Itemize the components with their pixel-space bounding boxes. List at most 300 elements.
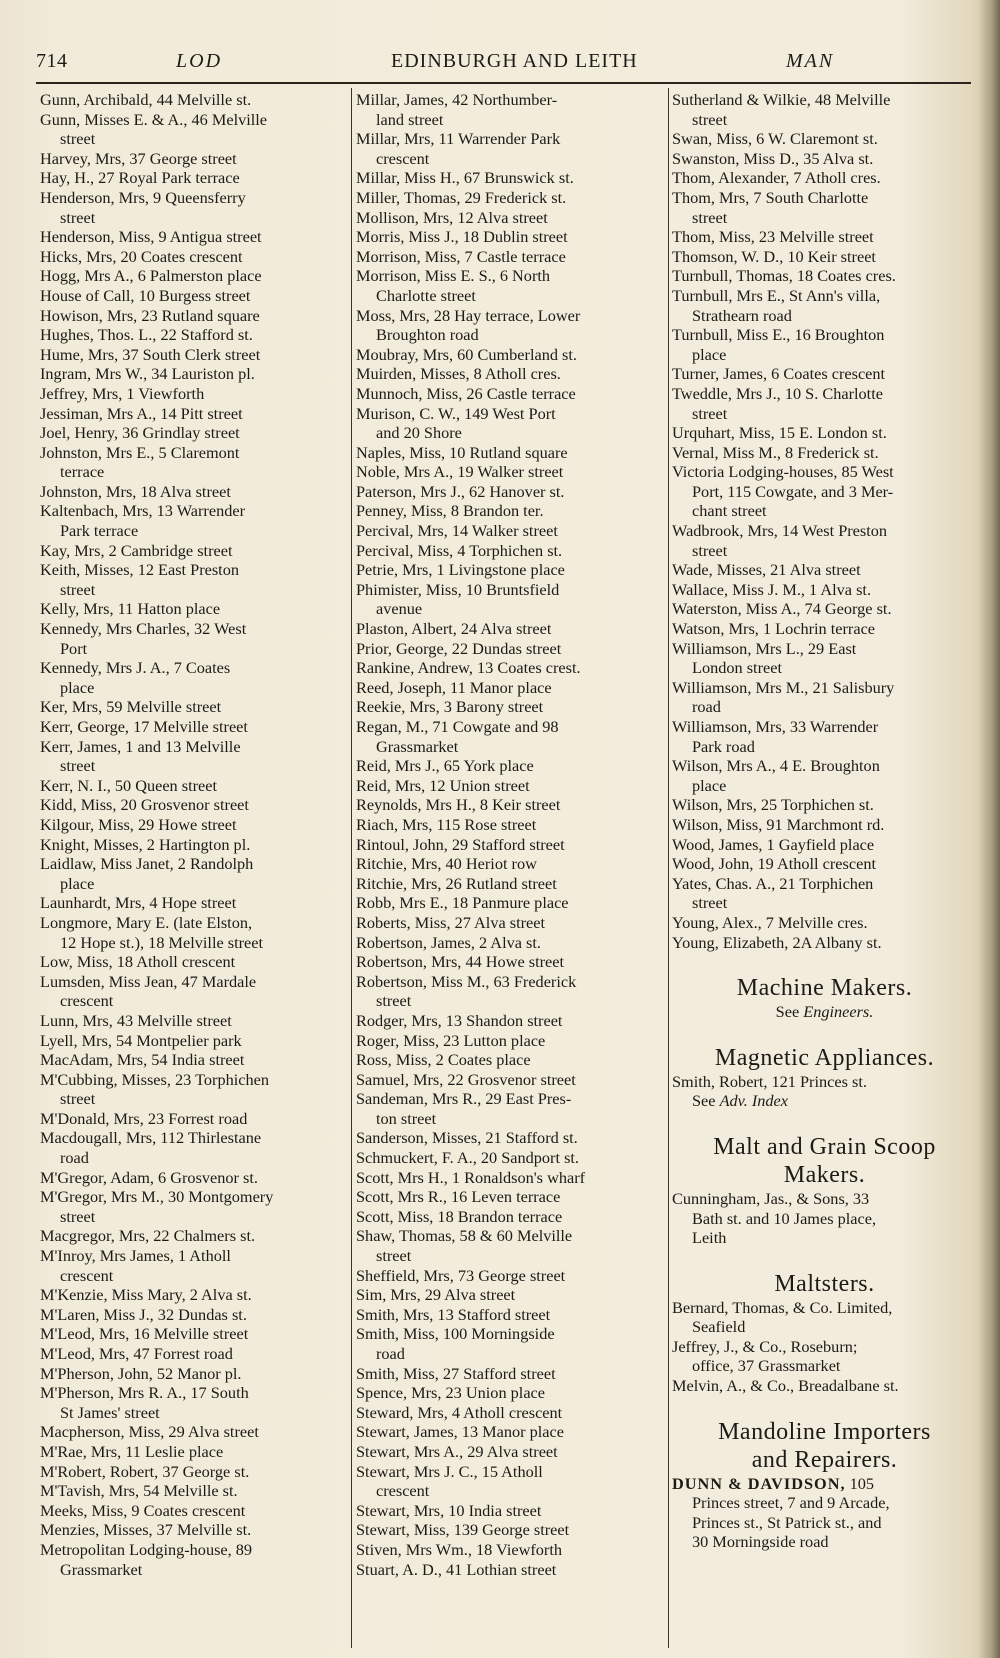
entry-continuation: street [60,1206,96,1226]
entry-continuation: crescent [60,1265,114,1285]
list-item [40,854,348,893]
entry-text: Miller, Thomas, 29 Frederick st. [356,187,567,207]
list-item [672,286,977,325]
list-item [672,619,977,639]
entry-text: Naples, Miss, 10 Rutland square [356,442,568,462]
entry-text: Stewart, Mrs, 10 India street [356,1500,542,1520]
entry-continuation: place [692,775,727,795]
list-item [672,1298,977,1337]
entry-text: M'Leod, Mrs, 47 Forrest road [40,1344,233,1363]
list-item [356,580,662,619]
entry-text: Reekie, Mrs, 3 Barony street [356,697,544,717]
list-item [40,1109,348,1129]
list-item [672,129,977,149]
section-heading-machine-makers: Machine Makers. [736,975,913,1002]
list-item [40,893,348,913]
entry-text: Sutherland & Wilkie, 48 Melville [672,90,891,109]
list-item [356,874,662,894]
entry-text: Hay, H., 27 Royal Park terrace [40,168,240,188]
entry-text: Steward, Mrs, 4 Atholl crescent [356,1402,563,1422]
entry-continuation: place [60,677,95,697]
entry-continuation: street [692,540,728,560]
list-item [356,1324,662,1363]
list-item [356,776,662,796]
list-item [40,1050,348,1070]
list-item [356,1089,662,1128]
list-item [356,913,662,933]
list-item [40,325,348,345]
left-running-head: LOD [176,50,223,72]
entry-continuation: street [692,893,728,913]
list-item [356,443,662,463]
list-item [356,482,662,502]
entry-text: Stewart, Mrs J. C., 15 Atholl [356,1461,543,1481]
entry-text: Stiven, Mrs Wm., 18 Viewforth [356,1539,562,1559]
entry-continuation: Port [60,638,88,658]
entry-text: Metropolitan Lodging-house, 89 [40,1539,253,1559]
entry-text: Turnbull, Thomas, 18 Coates cres. [672,266,896,286]
list-item [40,501,348,540]
section-heading-maltsters: Maltsters. [774,1270,875,1297]
list-item [672,717,977,756]
entry-text: Robertson, Mrs, 44 Howe street [356,952,565,972]
entry-continuation: Princes st., St Patrick st., and [692,1512,882,1532]
list-item [40,1031,348,1051]
entry-continuation: avenue [376,599,423,619]
entry-text: Stewart, James, 13 Manor place [356,1422,564,1442]
entry-text: Ritchie, Mrs, 40 Heriot row [356,854,537,874]
entry-text: Lumsden, Miss Jean, 47 Mardale [40,971,257,991]
entry-text: Kaltenbach, Mrs, 13 Warrender [40,501,245,521]
entry-continuation: 30 Morningside road [692,1532,829,1552]
entry-text: Kerr, George, 17 Melville street [40,717,248,736]
entry-continuation: street [60,579,96,599]
entry-continuation: Broughton road [376,325,479,345]
entry-text: Riach, Mrs, 115 Rose street [356,814,537,834]
list-item [40,815,348,835]
entry-text: Swanston, Miss D., 35 Alva st. [672,148,874,168]
entry-text: Bernard, Thomas, & Co. Limited, [672,1297,893,1317]
list-item [40,227,348,247]
entry-name: DUNN & DAVIDSON, [672,1473,846,1493]
list-item [356,1422,662,1442]
list-item [40,1246,348,1285]
list-item [356,1383,662,1403]
entry-text: M'Gregor, Mrs M., 30 Montgomery [40,1187,274,1207]
list-item [356,795,662,815]
entry-continuation: office, 37 Grassmarket [692,1356,841,1376]
entry-text: Hughes, Thos. L., 22 Stafford st. [40,325,253,345]
entry-continuation: street [60,1089,96,1109]
list-item [672,384,977,423]
list-item [40,795,348,815]
entry-text: Waterston, Miss A., 74 George st. [672,599,892,619]
list-item [40,364,348,384]
list-item [40,306,348,326]
entry-text: Wilson, Mrs A., 4 E. Broughton [672,756,880,776]
entry-text: Kelly, Mrs, 11 Hatton place [40,599,221,619]
entry-text: Macpherson, Miss, 29 Alva street [40,1422,259,1442]
list-item [356,678,662,698]
entry-text: 105 [849,1473,875,1493]
entry-text: Roger, Miss, 23 Lutton place [356,1030,546,1050]
entry-text: Tweddle, Mrs J., 10 S. Charlotte [672,383,883,403]
entry-text: Moubray, Mrs, 60 Cumberland st. [356,344,577,364]
list-item [672,639,977,678]
entry-text: Smith, Robert, 121 Princes st. [672,1071,867,1091]
entry-text: Percival, Miss, 4 Torphichen st. [356,540,563,560]
entry-continuation: Strathearn road [692,305,792,325]
entry-text: Kilgour, Miss, 29 Howe street [40,814,237,834]
entry-text: M'Rae, Mrs, 11 Leslie place [40,1441,224,1461]
entry-text: Watson, Mrs, 1 Lochrin terrace [672,619,876,639]
entry-text: Sandeman, Mrs R., 29 East Pres- [356,1089,572,1109]
list-item [40,913,348,952]
entry-text: Shaw, Thomas, 58 & 60 Melville [356,1226,573,1246]
entry-text: Wallace, Miss J. M., 1 Alva st. [672,579,872,599]
entry-continuation [672,1091,977,1111]
list-item [356,501,662,521]
entry-text: Wood, John, 19 Atholl crescent [672,854,876,874]
entry-text: Thom, Miss, 23 Melville street [672,227,874,247]
entry-continuation: crescent [376,148,430,168]
page-title: EDINBURGH AND LEITH [391,50,638,72]
entry-text: Muirden, Misses, 8 Atholl cres. [356,364,561,384]
list-item [356,658,662,678]
list-item [40,404,348,424]
entry-continuation: street [376,1246,412,1266]
entry-text: Munnoch, Miss, 26 Castle terrace [356,383,576,403]
entry-text: Millar, Miss H., 67 Brunswick st. [356,168,574,188]
entry-text: Laidlaw, Miss Janet, 2 Randolph [40,854,254,874]
entry-text: Reid, Mrs J., 65 York place [356,756,534,776]
entry-text: Millar, James, 42 Northumber- [356,90,558,109]
entry-text: Jeffrey, J., & Co., Roseburn; [672,1336,858,1356]
list-item [356,90,662,129]
list-item [40,599,348,619]
entry-text: Melvin, A., & Co., Breadalbane st. [672,1376,899,1396]
entry-continuation: place [60,873,95,893]
list-item [40,266,348,286]
entry-continuation: crescent [60,991,114,1011]
list-item [356,306,662,345]
list-item [672,795,977,815]
page-number: 714 [36,50,68,72]
list-item [356,129,662,168]
list-item [672,149,977,169]
list-item [672,90,977,129]
entry-text: Meeks, Miss, 9 Coates crescent [40,1500,246,1520]
entry-continuation: and 20 Shore [376,423,462,443]
entry-text: Prior, George, 22 Dundas street [356,638,562,658]
entry-text: Ritchie, Mrs, 26 Rutland street [356,873,557,893]
entry-text: Knight, Misses, 2 Hartington pl. [40,834,251,854]
entry-text: M'Laren, Miss J., 32 Dundas st. [40,1304,247,1324]
entry-continuation: terrace [60,462,105,482]
entry-text: Kay, Mrs, 2 Cambridge street [40,540,233,560]
list-item [356,854,662,874]
entry-text: Young, Elizabeth, 2A Albany st. [672,932,882,952]
entry-text: Kennedy, Mrs J. A., 7 Coates [40,658,231,678]
list-item [356,893,662,913]
list-item [356,1305,662,1325]
entry-text: Vernal, Miss M., 8 Frederick st. [672,442,879,462]
list-item [40,1128,348,1167]
entry-continuation: St James' street [60,1402,160,1422]
section-heading-magnetic-appliances: Magnetic Appliances. [714,1044,935,1071]
column-3 [672,90,977,1552]
entry-text: Penney, Miss, 8 Brandon ter. [356,501,544,521]
list-item [356,384,662,404]
entry-text: Smith, Miss, 27 Stafford street [356,1363,556,1383]
list-item [40,247,348,267]
entry-text: Smith, Mrs, 13 Stafford street [356,1304,551,1324]
list-item [672,678,977,717]
entry-text: Johnston, Mrs, 18 Alva street [40,481,231,501]
list-item [40,737,348,776]
list-item [40,1481,348,1501]
entry-text: Harvey, Mrs, 37 George street [40,148,237,168]
list-item [40,1364,348,1384]
entry-text: Keith, Misses, 12 East Preston [40,560,239,580]
list-item [40,1187,348,1226]
list-item [40,952,348,972]
entry-continuation: Port, 115 Cowgate, and 3 Mer- [692,481,894,501]
entry-text: M'Kenzie, Miss Mary, 2 Alva st. [40,1285,252,1305]
entry-text: Turner, James, 6 Coates crescent [672,364,886,384]
list-item [356,168,662,188]
entry-text: Samuel, Mrs, 22 Grosvenor street [356,1069,576,1089]
entry-text: M'Pherson, John, 52 Manor pl. [40,1363,242,1383]
list-item [40,776,348,796]
section-heading-malt-grain-scoop: Malt and Grain Scoop [713,1133,936,1160]
entry-text: Kerr, N. I., 50 Queen street [40,775,218,795]
entry-text: Ingram, Mrs W., 34 Lauriston pl. [40,364,255,384]
entry-continuation: Leith [692,1228,727,1248]
entry-text: M'Donald, Mrs, 23 Forrest road [40,1108,248,1128]
list-item [672,874,977,913]
list-item [356,462,662,482]
entry-text: Gunn, Misses E. & A., 46 Melville [40,109,268,129]
list-item [40,697,348,717]
list-item [672,1474,977,1552]
entry-continuation: Grassmarket [60,1559,143,1579]
entry-text: Ross, Miss, 2 Coates place [356,1050,531,1070]
list-item [40,1520,348,1540]
list-item [356,835,662,855]
list-item [356,541,662,561]
section-heading-mandoline: Mandoline Importers [718,1418,931,1445]
list-item [40,482,348,502]
entry-continuation: Princes street, 7 and 9 Arcade, [692,1493,890,1513]
see-reference [672,1002,977,1022]
entry-text: M'Tavish, Mrs, 54 Melville st. [40,1481,238,1501]
list-item [40,1070,348,1109]
list-item [356,1560,662,1580]
entry-continuation: street [692,403,728,423]
entry-text: Cunningham, Jas., & Sons, 33 [672,1188,870,1208]
see-target: Engineers. [803,1002,874,1022]
list-item [672,580,977,600]
entry-text: M'Robert, Robert, 37 George st. [40,1461,250,1481]
entry-text: Rintoul, John, 29 Stafford street [356,834,565,854]
list-item [40,1422,348,1442]
list-item [40,443,348,482]
entry-continuation: road [60,1148,89,1168]
list-item [356,756,662,776]
list-item [40,110,348,149]
list-item [672,1376,977,1396]
entry-text: MacAdam, Mrs, 54 India street [40,1050,245,1070]
entry-text: Victoria Lodging-houses, 85 West [672,462,894,482]
entry-text: Rankine, Andrew, 13 Coates crest. [356,658,581,678]
list-item [672,1189,977,1248]
list-item [356,247,662,267]
list-item [672,247,977,267]
list-item [40,1011,348,1031]
entry-text: Longmore, Mary E. (late Elston, [40,912,253,932]
column-2 [356,90,662,1579]
list-item [672,560,977,580]
list-item [356,1128,662,1148]
entry-continuation: Park road [692,736,755,756]
entry-text: Scott, Mrs H., 1 Ronaldson's wharf [356,1167,586,1187]
entry-text: Paterson, Mrs J., 62 Hanover st. [356,481,565,501]
column-divider [668,88,669,1648]
entry-text: Plaston, Albert, 24 Alva street [356,619,552,639]
entry-text: Robb, Mrs E., 18 Panmure place [356,893,569,913]
entry-text: Hume, Mrs, 37 South Clerk street [40,344,261,364]
list-item [356,404,662,443]
list-item [672,913,977,933]
list-item [40,1168,348,1188]
entry-text: Scott, Miss, 18 Brandon terrace [356,1206,563,1226]
list-item [672,443,977,463]
entry-text: Thomson, W. D., 10 Keir street [672,246,876,266]
list-item [40,286,348,306]
list-item [40,835,348,855]
entry-text: Hogg, Mrs A., 6 Palmerston place [40,266,262,286]
entry-continuation: 12 Hope st.), 18 Melville street [60,932,264,952]
list-item [356,933,662,953]
book-spine-shadow [978,0,1000,1658]
entry-text: Jeffrey, Mrs, 1 Viewforth [40,383,205,403]
entry-text: Robertson, Miss M., 63 Frederick [356,971,577,991]
entry-continuation: road [692,697,721,717]
list-item [356,364,662,384]
list-item [40,541,348,561]
list-item [356,1187,662,1207]
list-item [356,697,662,717]
list-item [40,619,348,658]
list-item [672,854,977,874]
list-item [672,462,977,521]
entry-text: Menzies, Misses, 37 Melville st. [40,1520,252,1540]
entry-text: Thom, Mrs, 7 South Charlotte [672,187,869,207]
entry-text: Wade, Misses, 21 Alva street [672,560,861,580]
list-item [40,149,348,169]
list-item [356,208,662,228]
see-target: Adv. Index [719,1091,788,1111]
entry-continuation: Seafield [692,1317,746,1337]
entry-continuation: Park terrace [60,521,139,541]
list-item [672,835,977,855]
entry-text: Kerr, James, 1 and 13 Melville [40,736,241,756]
list-item [40,345,348,365]
list-item [356,1226,662,1265]
entry-continuation: Grassmarket [376,736,459,756]
list-item [356,639,662,659]
list-item [356,717,662,756]
list-item [40,717,348,737]
entry-text: Morrison, Miss, 7 Castle terrace [356,246,566,266]
entry-text: Stewart, Mrs A., 29 Alva street [356,1441,558,1461]
column-1 [40,90,348,1579]
entry-continuation: place [692,344,727,364]
list-item [40,90,348,110]
right-running-head: MAN [786,50,835,72]
list-item [672,266,977,286]
list-item [356,1031,662,1051]
list-item [672,168,977,188]
list-item [672,325,977,364]
entry-text: Henderson, Miss, 9 Antigua street [40,227,262,247]
list-item [356,266,662,305]
entry-continuation: street [60,756,96,776]
entry-text: Reid, Mrs, 12 Union street [356,775,530,795]
entry-text: Regan, M., 71 Cowgate and 98 [356,717,559,736]
list-item [40,1226,348,1246]
entry-text: Williamson, Mrs M., 21 Salisbury [672,677,895,697]
maltsters-entries [672,1298,977,1396]
entry-text: M'Leod, Mrs, 16 Melville street [40,1324,249,1344]
list-item [40,1442,348,1462]
entry-text: Wilson, Miss, 91 Marchmont rd. [672,814,885,834]
entry-text: Sheffield, Mrs, 73 George street [356,1265,566,1285]
list-item [40,1540,348,1579]
entry-text: Sanderson, Misses, 21 Stafford st. [356,1128,578,1148]
entry-text: Williamson, Mrs L., 29 East [672,638,857,658]
list-item [672,756,977,795]
list-item [40,1383,348,1422]
entry-text: Moss, Mrs, 28 Hay terrace, Lower [356,305,581,325]
list-item [40,1324,348,1344]
entry-text: Henderson, Mrs, 9 Queensferry [40,187,246,207]
entry-text: Macgregor, Mrs, 22 Chalmers st. [40,1226,256,1246]
list-item [40,1501,348,1521]
entry-text: Williamson, Mrs, 33 Warrender [672,717,879,736]
entry-text: Morris, Miss J., 18 Dublin street [356,227,568,247]
entry-text: Jessiman, Mrs A., 14 Pitt street [40,403,243,423]
entry-text: Yates, Chas. A., 21 Torphichen [672,873,874,893]
list-item [356,1050,662,1070]
list-item [356,1442,662,1462]
list-item [672,521,977,560]
entry-continuation: Charlotte street [376,285,476,305]
entry-text: Schmuckert, F. A., 20 Sandport st. [356,1148,580,1168]
entry-continuation: land street [376,109,444,129]
list-item [672,1337,977,1376]
entry-text: Rodger, Mrs, 13 Shandon street [356,1010,563,1030]
see-prefix: See [692,1091,716,1111]
entry-text: Reynolds, Mrs H., 8 Keir street [356,795,561,815]
entry-text: Ker, Mrs, 59 Melville street [40,697,222,717]
list-item [356,1462,662,1501]
entry-continuation: street [692,207,728,227]
list-item [356,1168,662,1188]
list-item [356,1011,662,1031]
list-item [40,168,348,188]
